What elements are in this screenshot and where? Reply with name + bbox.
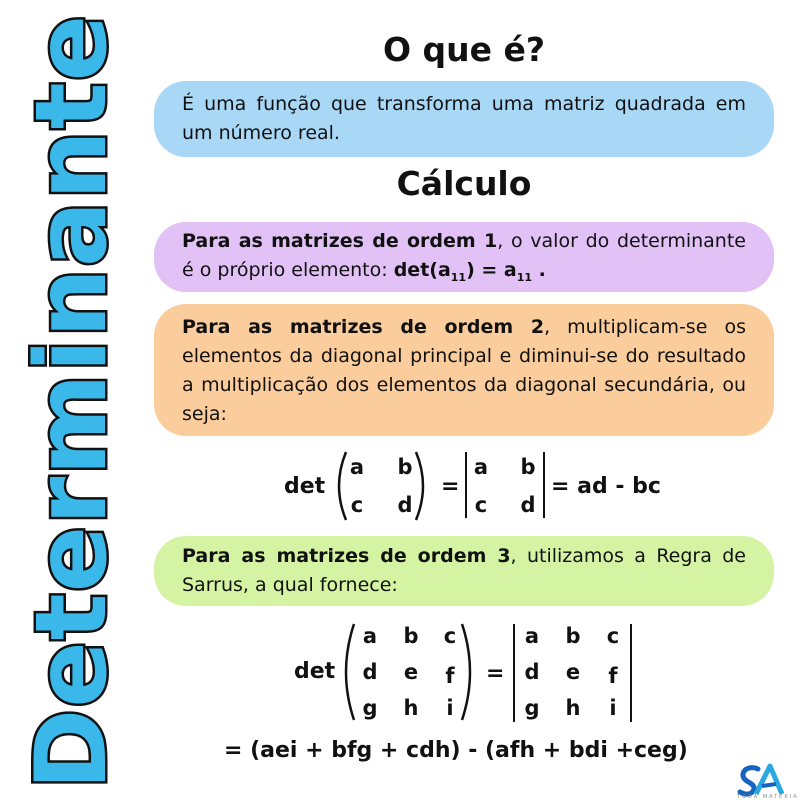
definition-box <box>154 81 774 157</box>
m2-a: a <box>349 455 365 479</box>
det-label-2: det <box>284 474 326 499</box>
det-label-3: det <box>294 659 336 684</box>
d3-b: b <box>565 624 581 648</box>
det-bar-right-2 <box>543 452 545 518</box>
order3-bold: Para as matrizes de ordem 3 <box>182 545 511 567</box>
m3-f: f <box>445 664 455 688</box>
m3-e: e <box>403 660 419 684</box>
order1-text: , o valor do determinante é o próprio elemento: <box>182 230 746 281</box>
d2-a: a <box>473 455 489 479</box>
d3-f: f <box>608 664 618 688</box>
result-2: = ad - bc <box>551 474 661 499</box>
m3-b: b <box>403 624 419 648</box>
m2-b: b <box>397 455 413 479</box>
right-paren-2 <box>412 450 432 522</box>
logo-text: TODA MATÉRIA <box>737 794 799 800</box>
det-bar-left-3 <box>513 624 515 722</box>
sarrus-result: = (aei + bfg + cdh) - (afh + bdi +ceg) <box>224 738 688 763</box>
d2-c: c <box>474 493 488 517</box>
d2-b: b <box>520 455 536 479</box>
equals-3: = <box>486 661 505 686</box>
equals-2: = <box>441 474 460 499</box>
heading-calc: Cálculo <box>396 164 532 203</box>
det-bar-right-3 <box>630 624 632 722</box>
heading-what: O que é? <box>382 30 546 69</box>
right-paren-3 <box>458 622 480 722</box>
order1-formula: $\det(a_{11}) = a_{11}$ . <box>393 259 546 284</box>
d3-a: a <box>524 624 540 648</box>
order2-bold: Para as matrizes de ordem 2 <box>182 316 545 338</box>
m2-c: c <box>350 493 364 517</box>
order1-box <box>154 222 774 292</box>
d3-d: d <box>524 660 540 684</box>
d2-d: d <box>520 493 536 517</box>
d3-g: g <box>524 696 540 720</box>
d3-e: e <box>565 660 581 684</box>
order2-text: , multiplicam-se os elementos da diagonal principal e diminui-se do resultado a multiplicação dos elementos da diagonal secundária, ou seja: <box>182 316 746 425</box>
m3-h: h <box>403 696 419 720</box>
d3-c: c <box>606 624 620 648</box>
m3-g: g <box>362 696 378 720</box>
side-title: Determinante <box>15 13 129 791</box>
order2-box <box>154 304 774 436</box>
definition-text: É uma função que transforma uma matriz quadrada em um número real. <box>182 93 746 144</box>
d3-h: h <box>565 696 581 720</box>
m3-c: c <box>443 624 457 648</box>
order3-box <box>154 536 774 606</box>
m3-i: i <box>446 696 454 720</box>
d3-i: i <box>609 696 617 720</box>
order3-text: , utilizamos a Regra de Sarrus, a qual fornece: <box>182 545 746 596</box>
m2-d: d <box>397 493 413 517</box>
order1-bold: Para as matrizes de ordem 1 <box>182 230 498 252</box>
m3-d: d <box>362 660 378 684</box>
m3-a: a <box>362 624 378 648</box>
